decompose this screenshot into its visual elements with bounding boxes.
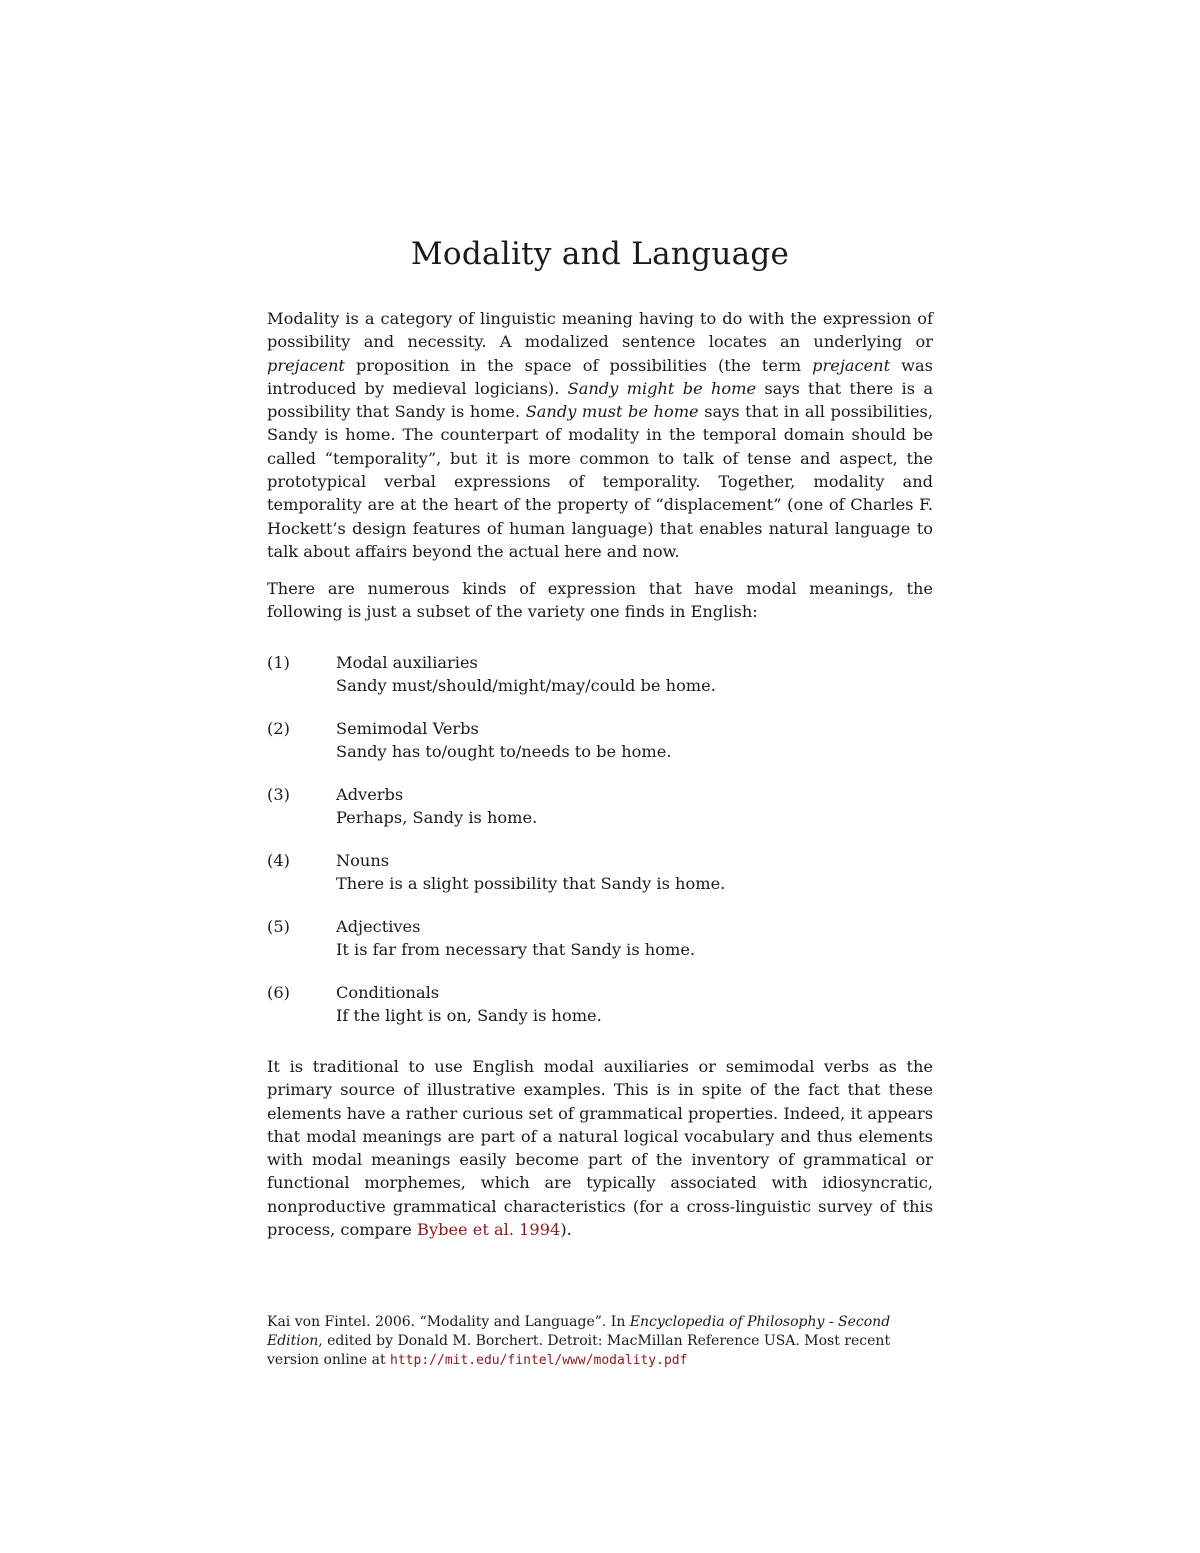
discussion-end: ). (560, 1220, 572, 1240)
footnote-text-2: , edited by Donald M. Borchert. Detroit: MacMillan Reference USA. Most recent version online at (267, 1333, 891, 1368)
example-category: Adjectives (336, 917, 421, 936)
example-number: (4) (267, 851, 290, 870)
intro-em-might: Sandy might be home (567, 378, 757, 398)
discussion-text: It is traditional to use English modal auxiliaries or semimodal verbs as the primary source of illustrative examples. This is in spite of the fact that these elements have a rather curious set of grammatical properties. Indeed, it appears that modal meanings are part of a natural logical vocabulary and thus elements with modal meanings easily become part of the inventory of grammatical or functional morphemes, which are typically associated with idiosyncratic, nonproductive grammatical characteristics (for a cross-linguistic survey of this process, compare (267, 1057, 933, 1240)
intro-text-5: says that in all possibilities, Sandy is home. The counterpart of modality in the temporal domain should be called “temporality”, but it is more common to talk of tense and aspect, the prototypical verbal expressions of temporality. Together, modality and temporality are at the heart of the property of “displacement” (one of Charles F. Hockett’s design features of human language) that enables natural language to talk about affairs beyond the actual here and now. (267, 402, 933, 561)
example-number: (6) (267, 983, 290, 1002)
footnote-text-1: Kai von Fintel. 2006. “Modality and Language”. In (267, 1314, 630, 1330)
example-number: (2) (267, 719, 290, 738)
example-category: Conditionals (336, 983, 440, 1002)
intro-text-2: proposition in the space of possibilities (the term (344, 355, 813, 375)
examples-intro-paragraph: There are numerous kinds of expression that have modal meanings, the following is just a subset of the variety one finds in English: (267, 579, 933, 622)
example-body (336, 849, 725, 896)
example-sentence: If the light is on, Sandy is home. (336, 1006, 602, 1026)
example-category: Semimodal Verbs (336, 719, 479, 738)
footnote-em-title: Encyclopedia of Philosophy - Second Edition (267, 1314, 891, 1349)
example-number: (5) (267, 917, 290, 936)
example-number: (3) (267, 785, 290, 804)
examples-list (267, 651, 933, 1047)
intro-em-prejacent-1: prejacent (267, 355, 345, 375)
example-sentence: There is a slight possibility that Sandy is home. (336, 874, 726, 894)
example-sentence: Sandy must/should/might/may/could be home. (336, 676, 716, 696)
footnote-url-link[interactable]: http://mit.edu/fintel/www/modality.pdf (390, 1353, 688, 1368)
example-item (267, 717, 933, 783)
intro-text-1: Modality is a category of linguistic meaning having to do with the expression of possibility and necessity. A modalized sentence locates an underlying or (267, 309, 933, 352)
example-body (336, 915, 695, 962)
example-category: Adverbs (336, 785, 404, 804)
page-title: Modality and Language (410, 236, 790, 272)
example-sentence: It is far from necessary that Sandy is home. (336, 940, 696, 960)
discussion-paragraph (267, 1055, 933, 1241)
example-item (267, 849, 933, 915)
example-body (336, 981, 602, 1028)
example-sentence: Sandy has to/ought to/needs to be home. (336, 742, 672, 762)
citation-link[interactable]: Bybee et al. 1994 (417, 1220, 561, 1240)
intro-em-prejacent-2: prejacent (812, 355, 891, 375)
example-sentence: Perhaps, Sandy is home. (336, 808, 538, 828)
intro-text-3: was introduced by medieval logicians). (267, 355, 933, 398)
example-item (267, 651, 933, 717)
intro-paragraph (267, 307, 933, 563)
intro-text-4: says that there is a possibility that Sandy is home. (267, 378, 933, 422)
example-body (336, 783, 537, 830)
example-item (267, 783, 933, 849)
example-category: Nouns (336, 851, 390, 870)
intro-em-must: Sandy must be home (525, 402, 699, 422)
footnote (267, 1313, 933, 1370)
example-item (267, 915, 933, 981)
example-category: Modal auxiliaries (336, 653, 478, 672)
example-number: (1) (267, 653, 290, 672)
example-body (336, 651, 716, 698)
example-body (336, 717, 672, 764)
example-item (267, 981, 933, 1047)
